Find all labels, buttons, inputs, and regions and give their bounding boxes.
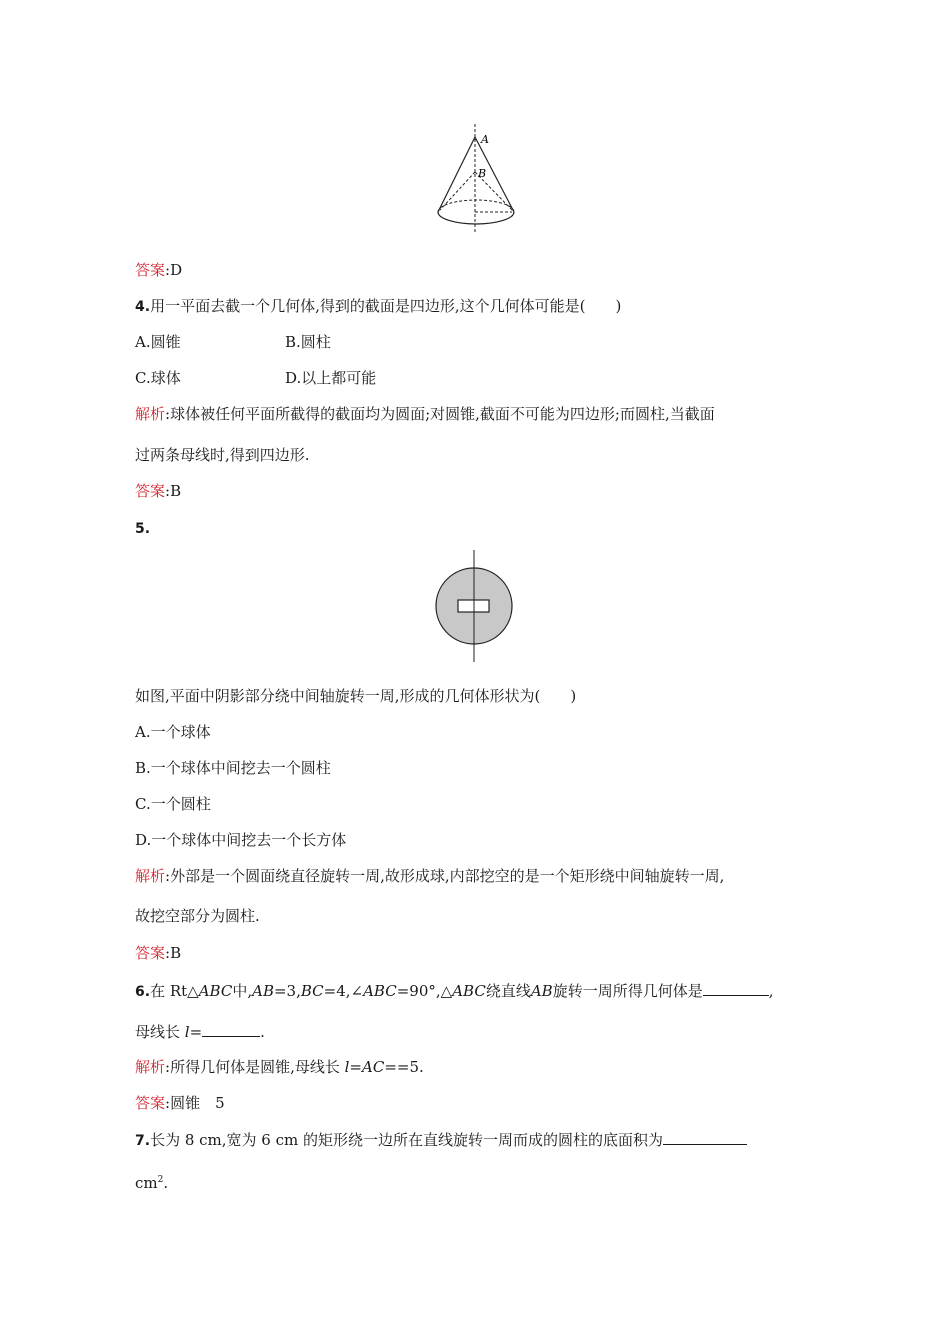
q6-blank-2[interactable] <box>202 1021 260 1037</box>
q5-stem: 如图,平面中阴影部分绕中间轴旋转一周,形成的几何体形状为( ) <box>135 687 577 705</box>
q6-answer: 答案:圆锥 5 <box>135 1094 225 1112</box>
q6-blank-1[interactable] <box>703 980 769 996</box>
q6-analysis: 解析:所得几何体是圆锥,母线长 l=AC==5. <box>135 1058 424 1076</box>
cone-figure <box>430 122 525 234</box>
q4-analysis-line1: 解析:球体被任何平面所截得的截面均为圆面;对圆锥,截面不可能为四边形;而圆柱,当截面 <box>135 405 715 423</box>
q5-analysis-line2: 故挖空部分为圆柱. <box>135 907 260 925</box>
q5-option-c: C.一个圆柱 <box>135 795 211 813</box>
cone-left-edge <box>438 137 475 212</box>
q3-answer: 答案:D <box>135 261 183 279</box>
q4-options-row2 <box>135 368 377 388</box>
cone-inner-left <box>440 172 475 210</box>
q4-option-d: D.以上都可能 <box>285 369 377 387</box>
q4-option-a: A.圆锥 <box>135 333 181 351</box>
q4-option-c: C.球体 <box>135 369 181 387</box>
q4-stem: 4.用一平面去截一个几何体,得到的截面是四边形,这个几何体可能是( ) <box>135 297 622 315</box>
cone-base-back <box>438 200 514 212</box>
q7-unit-line: $cm^2$. <box>135 1174 169 1192</box>
sphere-figure <box>430 548 520 664</box>
q4-analysis-line2: 过两条母线时,得到四边形. <box>135 446 310 464</box>
q4-answer: 答案:B <box>135 482 182 500</box>
q4-options-row1 <box>135 332 331 352</box>
q5-analysis-line1: 解析:外部是一个圆面绕直径旋转一周,故形成球,内部挖空的是一个矩形绕中间轴旋转一周, <box>135 867 725 885</box>
q6-line2: 母线长 l= . <box>135 1023 265 1041</box>
q5-option-d: D.一个球体中间挖去一个长方体 <box>135 831 347 849</box>
q7-stem: 7.长为 8 cm,宽为 6 cm 的矩形绕一边所在直线旋转一周而成的圆柱的底面积为 <box>135 1129 747 1151</box>
label-a: A <box>481 133 489 146</box>
q5-option-b: B.一个球体中间挖去一个圆柱 <box>135 759 331 777</box>
q4-option-b: B.圆柱 <box>285 333 331 351</box>
q5-answer: 答案:B <box>135 944 182 962</box>
q7-blank[interactable] <box>663 1129 747 1145</box>
q5-number: 5. <box>135 521 151 537</box>
q5-option-a: A.一个球体 <box>135 723 211 741</box>
q6-stem: 6.在 Rt△ABC中,AB=3,BC=4,∠ABC=90°,△ABC绕直线AB旋转一周所得几何体是 , <box>135 982 774 1000</box>
label-b: B <box>478 167 487 180</box>
cone-base-front <box>438 212 514 224</box>
